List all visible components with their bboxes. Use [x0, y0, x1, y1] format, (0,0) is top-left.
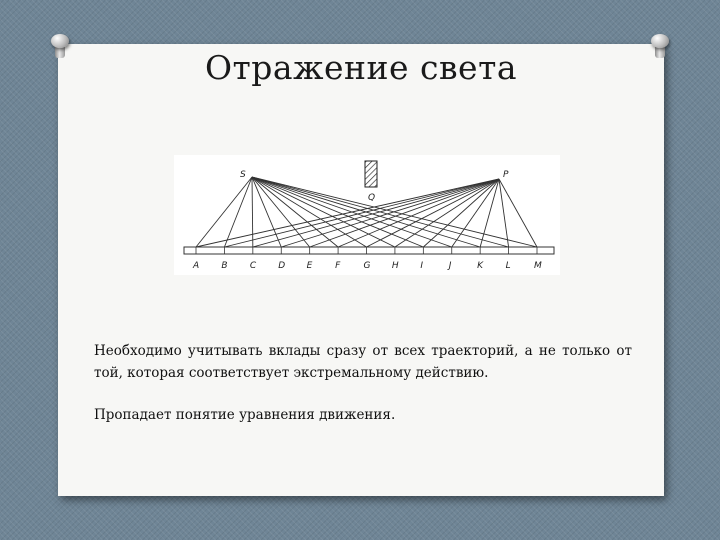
reflection-diagram — [174, 155, 560, 275]
mirror-point-label: F — [335, 261, 341, 271]
mirror-point-label: G — [363, 261, 371, 271]
slide-title: Отражение света — [204, 48, 518, 87]
source-label: S — [240, 170, 246, 180]
mirror-point-label: H — [391, 261, 399, 271]
mirror-strip — [184, 247, 554, 254]
paragraph: Пропадает понятие уравнения движения. — [94, 407, 396, 423]
mirror-point-label: E — [306, 261, 313, 271]
mirror-point-label: C — [249, 261, 257, 271]
mirror-point-label: K — [477, 261, 484, 271]
screen-block — [365, 161, 377, 187]
mirror-point-label: B — [221, 261, 228, 271]
paragraph: Необходимо учитывать вклады сразу от всех траекторий, а не только от той, которая соответствует экстремальному действию. — [94, 343, 632, 381]
mirror-point-label: I — [420, 261, 423, 271]
ray-from-source — [252, 177, 253, 247]
ray-from-source — [252, 177, 367, 247]
observer-label: P — [503, 170, 509, 180]
ray-to-observer — [499, 179, 509, 247]
mirror-point-label: J — [448, 261, 452, 271]
mirror-point-label: M — [534, 261, 542, 271]
ray-to-observer — [367, 179, 500, 247]
ray-from-source — [224, 177, 252, 247]
ray-to-observer — [196, 179, 499, 247]
ray-to-observer — [253, 179, 499, 247]
ray-to-observer — [499, 179, 537, 247]
mirror-point-label: A — [193, 261, 200, 271]
ray-to-observer — [281, 179, 499, 247]
screen-label: Q — [368, 193, 376, 203]
mirror-point-label: L — [505, 261, 511, 271]
mirror-point-label: D — [278, 261, 286, 271]
body-text — [94, 340, 632, 446]
